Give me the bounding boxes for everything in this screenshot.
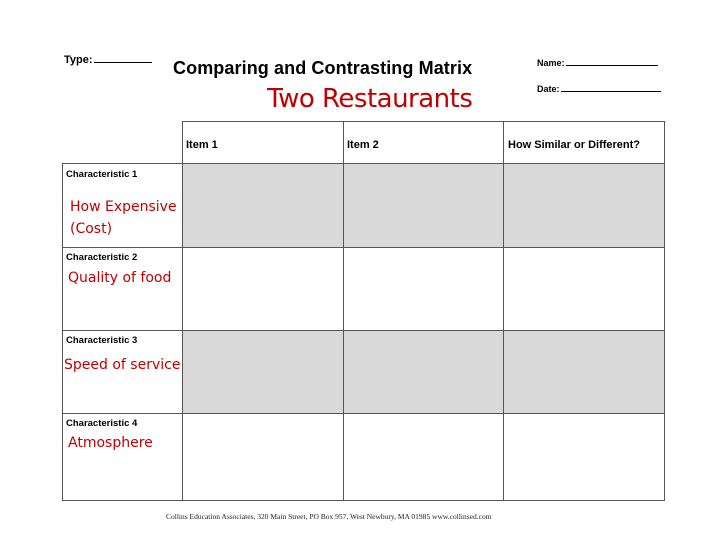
date-blank-line (561, 84, 661, 92)
type-field (64, 53, 152, 66)
table-border-left (62, 163, 63, 501)
column-header-similar-different: How Similar or Different? (508, 139, 641, 151)
page-title: Comparing and Contrasting Matrix (173, 58, 473, 78)
row-divider-1 (62, 247, 665, 248)
row-3-entry: Speed of service (64, 357, 181, 373)
table-border-bottom (62, 500, 665, 501)
row-1-entry-line-1: How Expensive (70, 199, 177, 215)
col-divider-1 (182, 121, 183, 501)
row-3-shading (182, 331, 664, 413)
row-divider-2 (62, 330, 665, 331)
col-divider-3 (503, 121, 504, 501)
table-border-top (182, 121, 665, 122)
name-label: Name: (537, 58, 565, 68)
row-1-entry-line-2: (Cost) (70, 221, 113, 237)
row-4-entry: Atmosphere (68, 435, 153, 451)
date-field (537, 84, 661, 94)
row-2-entry: Quality of food (68, 270, 172, 286)
characteristic-2-label: Characteristic 2 (66, 252, 138, 263)
type-label: Type: (64, 54, 93, 66)
characteristic-3-label: Characteristic 3 (66, 335, 138, 346)
subtitle-two-restaurants: Two Restaurants (267, 84, 473, 114)
name-field (537, 58, 658, 68)
date-label: Date: (537, 84, 560, 94)
type-blank-line (94, 53, 152, 63)
publisher-footer: Collins Education Associates, 320 Main Street, PO Box 957, West Newbury, MA 01985 www.collinsed.com (166, 512, 492, 521)
name-blank-line (566, 58, 658, 66)
characteristic-4-label: Characteristic 4 (66, 418, 138, 429)
table-border-right (664, 121, 665, 501)
row-1-shading (182, 164, 664, 247)
row-divider-3 (62, 413, 665, 414)
column-header-item-1: Item 1 (186, 139, 218, 151)
header-divider (62, 163, 665, 164)
characteristic-1-label: Characteristic 1 (66, 169, 138, 180)
column-header-item-2: Item 2 (347, 139, 379, 151)
col-divider-2 (343, 121, 344, 501)
